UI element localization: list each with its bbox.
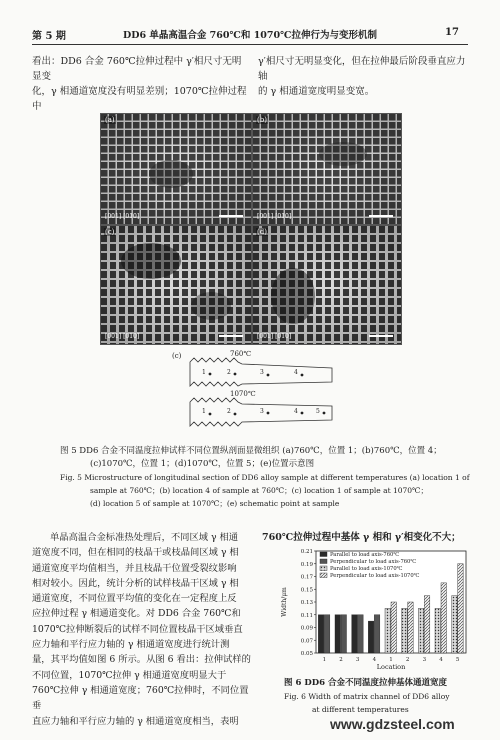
- x-tick-label: 4: [439, 657, 443, 663]
- axis-label-010: [010]: [275, 213, 292, 220]
- x-tick-label: 3: [422, 657, 427, 663]
- caption-cn-line: 图 6 DD6 合金不同温度拉伸基体通道宽度: [284, 678, 447, 688]
- text-line: 通道宽度平均值相当，并且枝晶干位置受裂纹影响: [32, 562, 237, 574]
- text-line: 应拉伸过程 γ 相通道变化。对 DD6 合金 760℃和: [32, 608, 241, 620]
- schematic-label: (c): [172, 352, 182, 360]
- bar: [424, 596, 430, 653]
- text-line: 化，γ 相通道宽度没有明显差别；1070℃拉伸过程中: [32, 86, 247, 112]
- legend-swatch: [320, 566, 327, 571]
- body-text-right: 760℃拉伸过程中基体 γ 相和 γ′相变化不大；: [262, 532, 461, 543]
- y-tick-label: 0.13: [300, 600, 313, 606]
- axis-indicator: [257, 213, 291, 220]
- y-tick-label: 0.19: [300, 561, 313, 568]
- x-tick-label: 2: [339, 657, 343, 663]
- text-line: 单晶高温合金标准热处理后，不同区域 γ 相通: [50, 532, 239, 543]
- caption-en-line: Fig. 6 Width of matrix channel of DD6 alloy: [284, 692, 450, 701]
- bar: [385, 608, 391, 653]
- y-axis-label: Width/μm: [281, 587, 288, 617]
- y-tick-label: 0.11: [300, 612, 313, 619]
- panel-label-d: (d): [257, 228, 267, 236]
- legend-swatch: [320, 573, 327, 578]
- text-line: 通道宽度，不同位置平均值的变化在一定程度上反: [32, 593, 237, 605]
- legend-swatch: [320, 552, 327, 557]
- micrograph-b-texture: [253, 114, 401, 224]
- axis-label-001: [001]: [105, 333, 122, 340]
- micrograph-a-texture: [101, 114, 251, 224]
- y-tick-label: 0.15: [300, 587, 313, 594]
- axis-label-001: [001]: [257, 213, 274, 220]
- x-axis-label: Location: [376, 663, 406, 671]
- temp-label-1070: 1070℃: [230, 390, 256, 398]
- text-line: 760℃拉伸 γ 相通道宽度；760℃拉伸时，不同位置垂: [32, 684, 249, 712]
- bar: [458, 564, 464, 653]
- bar: [402, 608, 408, 653]
- header-rule: [32, 44, 468, 45]
- x-tick-label: 2: [405, 657, 410, 663]
- fig6-caption: [284, 677, 474, 716]
- axis-indicator: [105, 213, 139, 220]
- panel-label-a: (a): [105, 116, 115, 124]
- caption-cn-line: 图 5 DD6 合金不同温度拉伸试样不同位置纵剖面显微组织 (a)760℃，位置 1；(b)760℃，位置 4；: [60, 446, 442, 456]
- scale-bar: [219, 335, 243, 337]
- y-tick-label: 0.17: [300, 574, 313, 581]
- x-tick-label: 3: [355, 657, 360, 663]
- axis-label-010: [010]: [123, 213, 140, 220]
- caption-en-line: Fig. 5 Microstructure of longitudinal section of DD6 alloy sample at different temperatures (a) location 1 of: [60, 473, 470, 482]
- scale-bar: [369, 215, 393, 217]
- scale-bar: [369, 335, 393, 337]
- bar: [418, 608, 424, 653]
- bar: [374, 615, 380, 653]
- bar: [341, 615, 347, 653]
- y-tick-label: 0.05: [300, 651, 313, 657]
- x-tick-label: 4: [372, 657, 377, 663]
- text-line: 应力轴和平行应力轴的 γ 相通道宽度进行统计测: [32, 639, 230, 651]
- x-tick-label: 1: [389, 657, 393, 663]
- axis-label-001: [001]: [105, 213, 122, 220]
- micrograph-a: [100, 113, 252, 225]
- axis-label-010: [010]: [123, 333, 140, 340]
- top-text-left: [32, 54, 247, 114]
- fig5-caption: [60, 445, 470, 510]
- point-label: 4: [294, 408, 298, 415]
- axis-indicator: [257, 333, 291, 340]
- watermark-url: www.gdzsteel.com: [330, 716, 455, 732]
- point-label: 4: [294, 369, 298, 376]
- sample-schematic: [172, 350, 342, 435]
- bar: [352, 615, 358, 653]
- point-label: 5: [316, 408, 320, 415]
- running-title: DD6 单晶高温合金 760℃和 1070℃拉伸行为与变形机制: [122, 30, 378, 41]
- temp-label-760: 760℃: [230, 350, 252, 358]
- legend-label: Parallel to load axis-760℃: [330, 552, 400, 558]
- text-line: 看出：DD6 合金 760℃拉伸过程中 γ′相尺寸无明显变: [32, 56, 242, 82]
- point-label: 2: [227, 369, 231, 376]
- caption-cn-line: (c)1070℃，位置 1；(d)1070℃，位置 5；(e)位置示意图: [90, 459, 315, 469]
- schematic-outline: [172, 350, 342, 435]
- bar: [358, 615, 364, 653]
- axis-indicator: [105, 333, 139, 340]
- caption-en-line: sample at 760℃；(b) location 4 of sample at 760℃；(c) location 1 of sample at 1070℃；: [90, 486, 428, 495]
- issue-number: 第 5 期: [32, 31, 66, 42]
- bar: [324, 615, 330, 653]
- x-tick-label: 5: [455, 657, 460, 663]
- text-line: 相对较小。因此，统计分析的试样枝晶干区域 γ 相: [32, 577, 239, 589]
- text-line: 1070℃拉伸断裂后的试样不同位置枝晶干区域垂直: [32, 623, 243, 635]
- top-text-right: [258, 54, 470, 99]
- legend-label: Perpendicular to load axis-1070℃: [330, 573, 420, 579]
- micrograph-c: [100, 225, 252, 345]
- panel-label-b: (b): [257, 116, 267, 124]
- micrograph-c-texture: [101, 226, 251, 344]
- legend-label: Parallel to load axis-1070℃: [330, 566, 403, 572]
- legend-swatch: [320, 559, 327, 564]
- body-text-left: [32, 530, 254, 729]
- bar: [408, 602, 414, 653]
- text-line: γ′相尺寸无明显变化，但在拉伸最后阶段垂直应力轴: [258, 56, 466, 82]
- point-label: 3: [260, 408, 264, 415]
- text-line: 的 γ 相通道宽度明显变宽。: [258, 86, 375, 97]
- y-tick-label: 0.21: [300, 549, 313, 555]
- bar: [318, 615, 324, 653]
- micrograph-b: [252, 113, 402, 225]
- text-line: 不同位置，1070℃拉伸 γ 相通道宽度明显大于: [32, 669, 227, 681]
- axis-label-010: [010]: [275, 333, 292, 340]
- legend-label: Perpendicular to load axis-760℃: [330, 559, 417, 565]
- text-line: 道宽度不同，但在相同的枝晶干或枝晶间区域 γ 相: [32, 547, 239, 559]
- bar: [441, 583, 447, 653]
- text-line: 直应力轴和平行应力轴的 γ 相通道宽度相当，表明: [32, 715, 239, 727]
- axis-label-001: [001]: [257, 333, 274, 340]
- micrograph-d: [252, 225, 402, 345]
- text-line: 量，其平均值如图 6 所示。从图 6 看出：拉伸试样的: [32, 654, 251, 666]
- point-label: 3: [260, 369, 264, 376]
- point-label: 1: [202, 369, 206, 376]
- bar: [391, 602, 397, 653]
- caption-en-line: at different temperatures: [312, 705, 409, 714]
- y-tick-label: 0.07: [300, 638, 313, 645]
- bar: [368, 621, 374, 653]
- bar: [452, 596, 458, 653]
- panel-label-c: (c): [105, 228, 115, 236]
- y-tick-label: 0.09: [300, 625, 313, 632]
- caption-en-line: (d) location 5 of sample at 1070℃；(e) schematic point at sample: [90, 499, 340, 508]
- fig6-bar-chart: [278, 545, 478, 675]
- page-number: 17: [445, 27, 459, 38]
- point-label: 2: [227, 408, 231, 415]
- bar: [435, 608, 441, 653]
- micrograph-d-texture: [253, 226, 401, 344]
- point-label: 1: [202, 408, 206, 415]
- x-tick-label: 1: [322, 657, 327, 663]
- bar: [335, 615, 341, 653]
- scale-bar: [219, 215, 243, 217]
